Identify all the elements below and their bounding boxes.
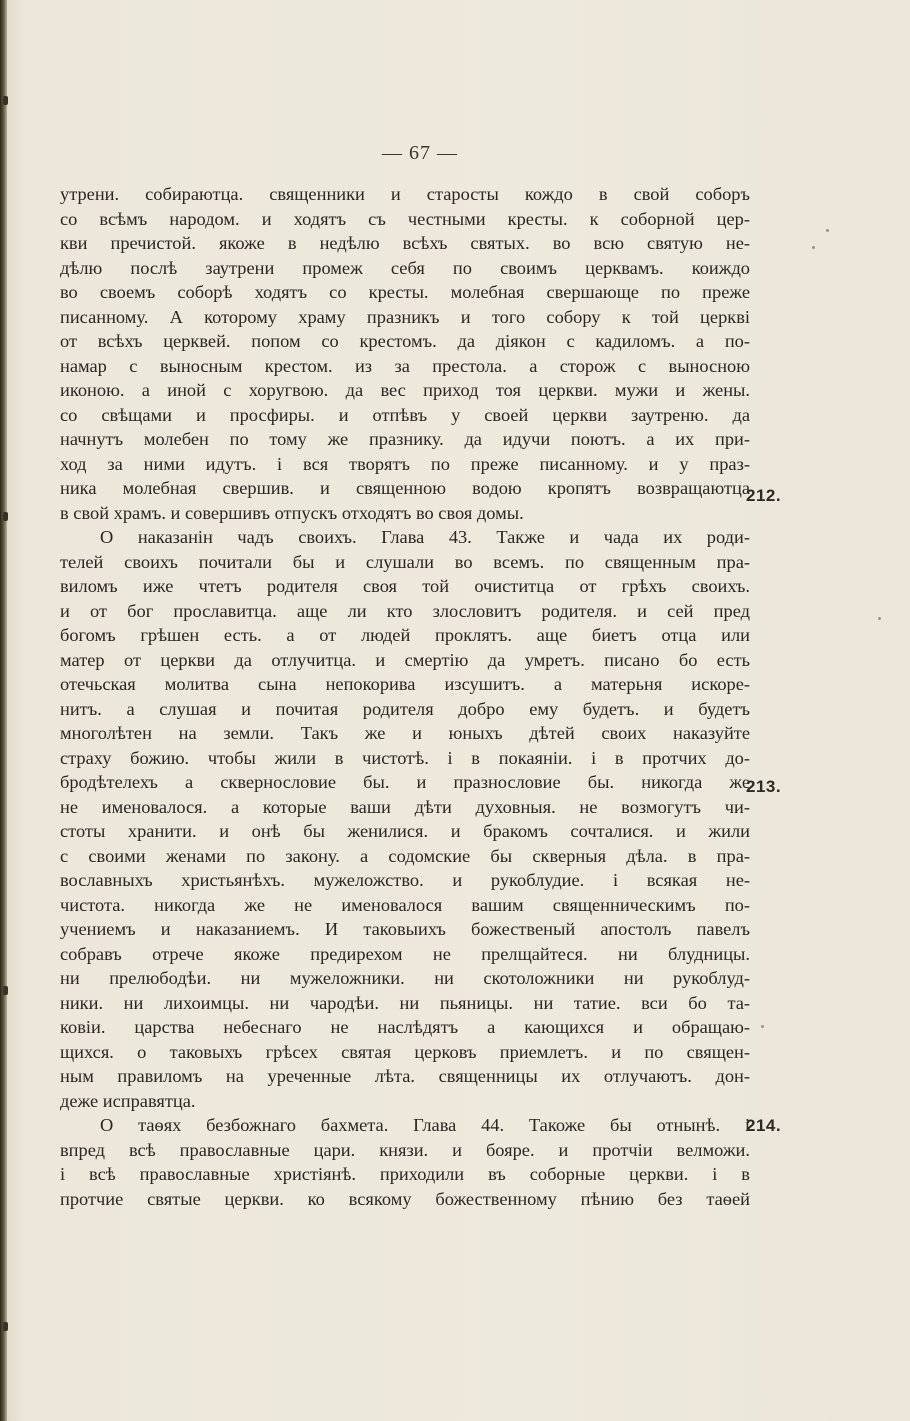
text-line: утрени. собираютца. священники и старосты кождо в свой соборъ <box>60 184 750 204</box>
page-number: — 67 — <box>382 142 458 164</box>
paper-speck <box>826 229 829 232</box>
text-line: со свѣщами и просфиры. и отпѣвъ у своей церкви заутреню. да <box>60 404 750 425</box>
chapter-43-heading-line: О наказанін чадъ своихъ. Глава 43. Также и чада их роди- <box>100 527 750 547</box>
text-line: во своемъ соборѣ ходятъ со кресты. молебная свершающе по преже <box>60 282 750 302</box>
text-line: і всѣ православные христіянѣ. приходили въ соборные церкви. і в <box>60 1164 750 1184</box>
text-line: многолѣтен на земли. Такъ же и юныхъ дѣтей своих наказуйте <box>60 723 750 743</box>
paper-speck <box>878 617 881 620</box>
text-line: стоты хранити. и онѣ бы женилися. и бракомъ сочталися. и жили <box>60 821 750 841</box>
text-line: намар с выносным крестом. из за престола. а сторож с выносною <box>60 355 750 376</box>
binding-mark <box>3 1322 8 1331</box>
text-line: учениемъ и наказаниемъ. И таковыихъ божественый апостолъ павелъ <box>60 919 750 939</box>
text-line: собравъ отрече якоже предирехом не прелщайтеся. ни блудницы. <box>60 943 750 964</box>
text-line: от всѣхъ церквей. попом со крестомъ. да діякон с кадиломъ. а по- <box>60 331 750 351</box>
text-line: вославныхъ христьянѣхъ. мужеложство. и рукоблудие. і всякая не- <box>60 870 750 890</box>
text-line: дѣлю послѣ заутрени промеж себя по своимъ церквамъ. коиждо <box>60 257 750 278</box>
text-line: ковіи. царства небеснаго не наслѣдятъ а кающихся и обращаю- <box>60 1017 750 1037</box>
text-line: иконою. а иной с хоругвою. да вес приход тоя церкви. мужи и жены. <box>60 380 750 400</box>
margin-number: 214. <box>746 1116 782 1135</box>
book-spine-edge <box>0 0 7 1421</box>
text-line: с своими женами по закону. а содомские бы скверныя дѣла. в пра- <box>60 845 750 866</box>
binding-mark <box>3 96 8 105</box>
text-line: кви пречистой. якоже в недѣлю всѣхъ святых. во всю святую не- <box>60 233 750 253</box>
text-line: начнутъ молебен по тому же празнику. да идучи поютъ. а их при- <box>60 429 750 449</box>
text-line: впред всѣ православные цари. князи. и бояре. и протчіи велможи. <box>60 1139 750 1160</box>
text-line: чистота. никогда же не именовалося вашим священническимъ по- <box>60 894 750 915</box>
text-line: нитъ. а слушая и почитая родителя добро ему будетъ. и будетъ <box>60 698 750 719</box>
text-line: щихся. о таковыхъ грѣсех святая церковъ приемлетъ. и по священ- <box>60 1041 750 1062</box>
text-line: ни прелюбодѣи. ни мужеложники. ни скотоложники ни рукоблуд- <box>60 968 750 988</box>
text-line: и от бог прославитца. аще ли кто злословитъ родителя. и сей пред <box>60 600 750 621</box>
text-line: ника молебная свершив. и священною водою кропятъ возвращаютца <box>60 478 750 498</box>
text-line: со всѣмъ народом. и ходятъ съ честными кресты. к соборной цер- <box>60 208 750 229</box>
text-line: ным правиломъ на уреченные лѣта. священницы их отлучаютъ. дон- <box>60 1066 750 1086</box>
paper-speck <box>761 1025 764 1028</box>
paper-speck <box>812 246 815 249</box>
text-line: телей своихъ почитали бы и слушали во всемъ. по священным пра- <box>60 551 750 572</box>
body-text <box>60 182 750 1211</box>
text-line: деже исправятца. <box>60 1090 196 1111</box>
text-line: страху божию. чтобы жили в чистотѣ. і в покаяніи. і в протчих до- <box>60 747 750 768</box>
text-line: богомъ грѣшен есть. а от людей проклятъ. аще биетъ отца или <box>60 625 750 645</box>
text-line: бродѣтелехъ а сквернословие бы. и празнословие бы. никогда же <box>60 772 750 792</box>
text-line: отечьская молитва сына непокорива изсушитъ. а матерьня искоре- <box>60 674 750 694</box>
text-line: протчие святые церкви. ко всякому божественному пѣнию без таѳей <box>60 1188 750 1209</box>
margin-number: 213. <box>746 777 782 796</box>
text-line: виломъ иже чтетъ родителя своя той очиститца от грѣхъ своихъ. <box>60 576 750 596</box>
text-line: в свой храмъ. и совершивъ отпускъ отходятъ во своя домы. <box>60 502 524 523</box>
text-line: не именовалося. а которые ваши дѣти духовныя. не возмогутъ чи- <box>60 796 750 817</box>
chapter-44-heading-line: О таѳях безбожнаго бахмета. Глава 44. Такоже бы отнынѣ. і <box>100 1115 750 1135</box>
text-line: ники. ни лихоимцы. ни чародѣи. ни пьяницы. ни татие. вси бо та- <box>60 992 750 1013</box>
text-line: матер от церкви да отлучитца. и смертію да умретъ. писано бо есть <box>60 649 750 670</box>
text-line: писанному. А которому храму празникъ и того собору к той церкві <box>60 306 750 327</box>
text-line: ход за ними идутъ. і вся творятъ по преже писанному. и у праз- <box>60 453 750 474</box>
binding-mark <box>3 512 8 521</box>
margin-number: 212. <box>746 486 782 505</box>
binding-mark <box>3 986 8 995</box>
